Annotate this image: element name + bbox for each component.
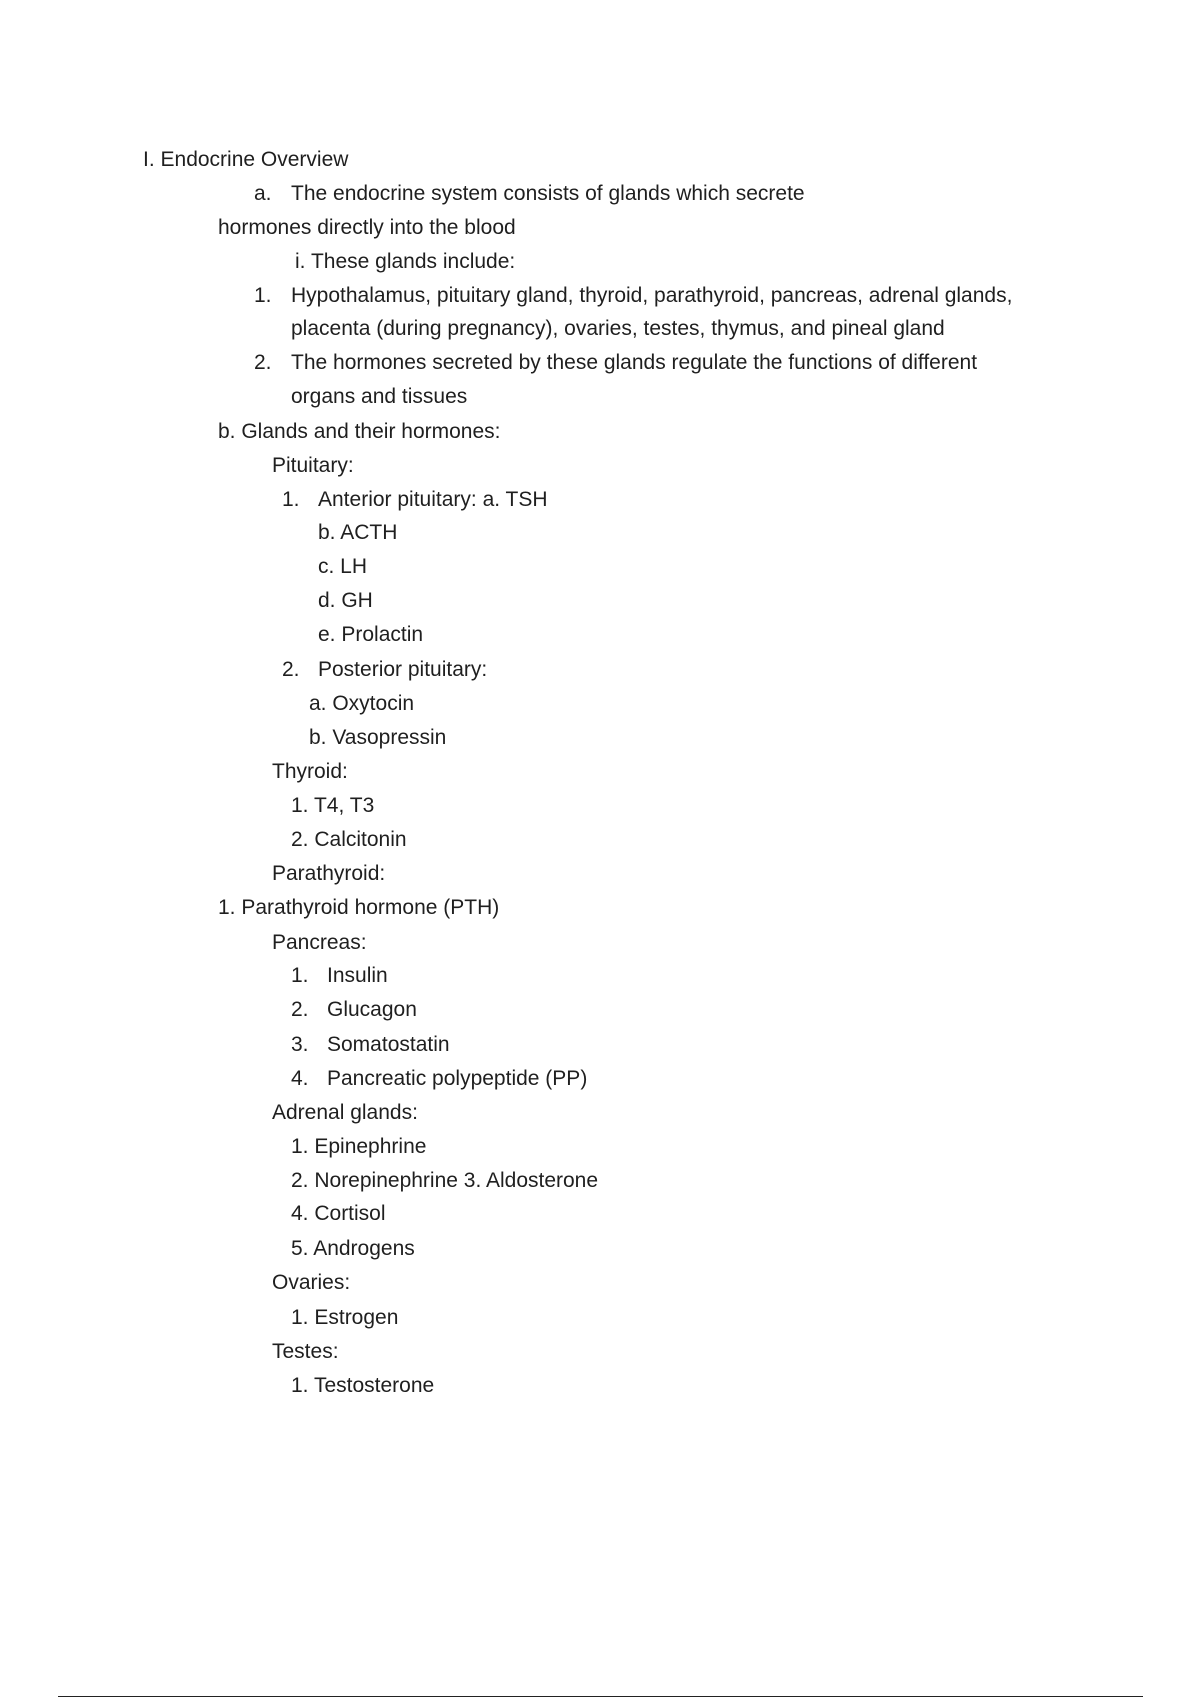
list-marker: 4.: [291, 1067, 309, 1090]
section-heading: I. Endocrine Overview: [143, 148, 349, 171]
list-item: b. ACTH: [318, 521, 398, 544]
list-item: b. Vasopressin: [309, 726, 447, 749]
list-item: 1. T4, T3: [291, 794, 375, 817]
text-line: The endocrine system consists of glands which secrete: [291, 182, 805, 205]
section-heading: b. Glands and their hormones:: [218, 420, 501, 443]
list-item: The hormones secreted by these glands regulate the functions of different: [291, 351, 978, 374]
list-marker: a.: [254, 182, 272, 205]
list-item: Hypothalamus, pituitary gland, thyroid, parathyroid, pancreas, adrenal glands,: [291, 284, 1013, 307]
text-line: hormones directly into the blood: [218, 216, 516, 239]
gland-label: Adrenal glands:: [272, 1101, 418, 1124]
list-marker: 3.: [291, 1033, 309, 1056]
gland-label: Parathyroid:: [272, 862, 386, 885]
list-item: a. Oxytocin: [309, 692, 415, 715]
gland-label: Ovaries:: [272, 1271, 351, 1294]
list-item: 5. Androgens: [291, 1237, 415, 1260]
list-item: 1. Parathyroid hormone (PTH): [218, 896, 500, 919]
gland-label: Thyroid:: [272, 760, 348, 783]
list-item: Glucagon: [327, 998, 417, 1021]
list-item: Anterior pituitary: a. TSH: [318, 488, 548, 511]
list-item: c. LH: [318, 555, 368, 578]
list-item: 2. Norepinephrine 3. Aldosterone: [291, 1169, 599, 1192]
gland-label: Testes:: [272, 1340, 339, 1363]
footer-divider: [58, 1696, 1143, 1697]
gland-label: Pancreas:: [272, 931, 367, 954]
list-item: Insulin: [327, 964, 388, 987]
list-item: Somatostatin: [327, 1033, 450, 1056]
list-item: 4. Cortisol: [291, 1202, 386, 1225]
list-item: 1. Epinephrine: [291, 1135, 427, 1158]
list-item: 2. Calcitonin: [291, 828, 407, 851]
list-item: organs and tissues: [291, 385, 468, 408]
list-item: d. GH: [318, 589, 373, 612]
list-marker: 1.: [254, 284, 272, 307]
list-item: 1. Estrogen: [291, 1306, 399, 1329]
list-marker: 2.: [254, 351, 272, 374]
gland-label: Pituitary:: [272, 454, 354, 477]
list-item: placenta (during pregnancy), ovaries, testes, thymus, and pineal gland: [291, 317, 945, 340]
list-marker: 1.: [282, 488, 300, 511]
list-item: Posterior pituitary:: [318, 658, 488, 681]
list-item: e. Prolactin: [318, 623, 424, 646]
list-item: 1. Testosterone: [291, 1374, 435, 1397]
list-marker: 1.: [291, 964, 309, 987]
list-marker: 2.: [291, 998, 309, 1021]
list-item: Pancreatic polypeptide (PP): [327, 1067, 588, 1090]
sub-heading: i. These glands include:: [295, 250, 516, 273]
list-marker: 2.: [282, 658, 300, 681]
